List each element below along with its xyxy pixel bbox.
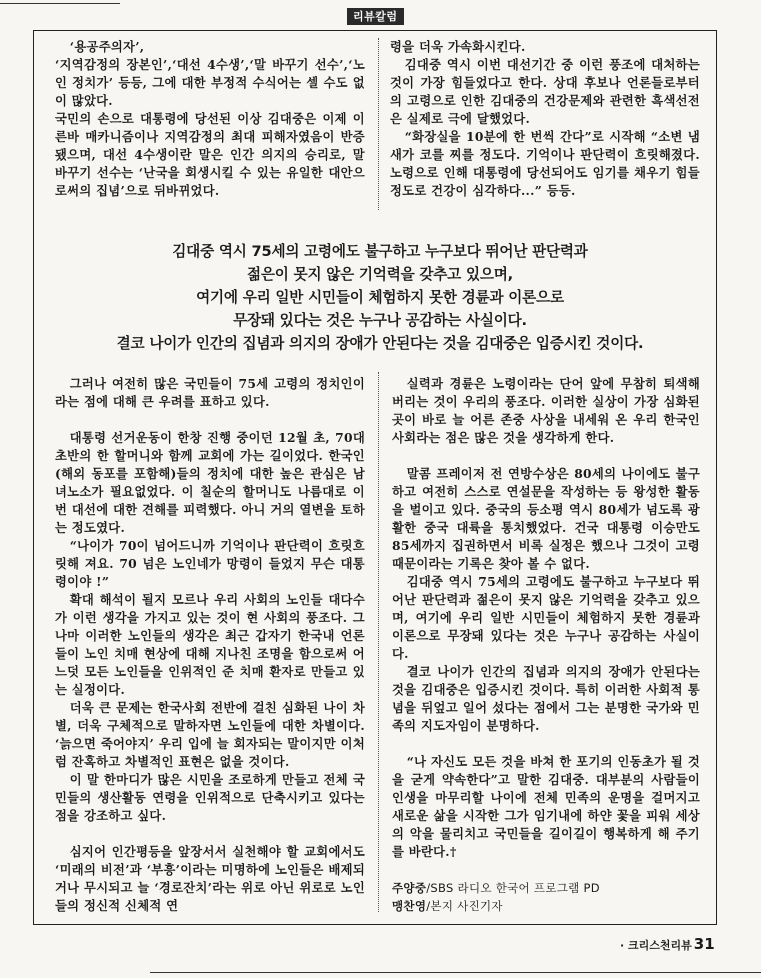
pull-quote-line: 김대중 역시 75세의 고령에도 불구하고 누구보다 뛰어난 판단력과 bbox=[172, 243, 588, 260]
bottom-rule bbox=[150, 972, 761, 973]
paragraph: 이 말 한마디가 많은 시민을 조로하게 만들고 전체 국민들의 생산활동 연령을 인위적으로 단축시키고 있다는 점을 강조하고 싶다. bbox=[55, 772, 365, 823]
column-divider bbox=[378, 38, 379, 210]
pull-quote bbox=[60, 240, 700, 355]
paragraph: “화장실을 10분에 한 번씩 간다”로 시작해 “소변 냄새가 코를 찌를 정도다. 기억이나 판단력이 흐릿해졌다. 노령으로 인해 대통령에 당선되어도 임기를 채우기 힘들 정도로 건강이 심각하다...” 등등. bbox=[390, 129, 700, 198]
paragraph: 김대중 역시 75세의 고령에도 불구하고 누구보다 뛰어난 판단력과 젊은이 못지 않은 기억력을 갖추고 있으며, 여기에 우리 일반 시민들이 체험하지 못한 경륜과 이론으로 무장돼 있다는 것은 누구나 공감하는 사실이다. bbox=[392, 574, 700, 661]
paragraph: 심지어 인간평등을 앞장서서 실천해야 할 교회에서도 ‘미래의 비전’과 ‘부흥’이라는 미명하에 노인들은 배제되거나 무시되고 늘 ‘경로잔치’라는 위로 아닌 위로로 노인들의 정신적 신체적 연 bbox=[55, 844, 365, 913]
paragraph: 확대 해석이 될지 모르나 우리 사회의 노인들 대다수가 이런 생각을 가지고 있는 것이 현 사회의 풍조다. 그나마 이러한 노인들의 생각은 최근 갑자기 한국내 언론들이 노인 치매 현상에 대해 지나친 조명을 함으로써 어느덧 모든 노인들을 인위적인 준 치매 환자로 만들고 있는 실정이다. bbox=[55, 592, 365, 697]
pull-quote-line: 젊은이 못지 않은 기억력을 갖추고 있으며, bbox=[246, 266, 513, 283]
pull-quote-line: 여기에 우리 일반 시민들이 체험하지 못한 경륜과 이론으로 bbox=[196, 289, 564, 306]
paragraph: ‘용공주의자’, bbox=[69, 39, 145, 54]
page-footer bbox=[620, 935, 715, 953]
paragraph: 김대중 역시 이번 대선기간 중 이런 풍조에 대처하는 것이 가장 힘들었다고 한다. 상대 후보나 언론들로부터의 고령으로 인한 김대중의 건강문제와 관련한 흑색선전은 실제로 극에 달했었다. bbox=[390, 57, 700, 126]
pull-quote-line: 결코 나이가 인간의 집념과 의지의 장애가 안된다는 것을 김대중은 입증시킨 것이다. bbox=[116, 335, 644, 352]
publication-name: · 크리스천리뷰 bbox=[620, 939, 692, 952]
bylines bbox=[392, 879, 700, 915]
pull-quote-line: 무장돼 있다는 것은 누구나 공감하는 사실이다. bbox=[233, 312, 527, 329]
paragraph: 더욱 큰 문제는 한국사회 전반에 걸친 심화된 나이 차별, 더욱 구체적으로 말하자면 노인들에 대한 차별이다. ‘늙으면 죽어야지’ 우리 입에 늘 회자되는 말이지만 이처럼 잔혹하고 차별적인 표현은 없을 것이다. bbox=[55, 700, 365, 769]
paragraph: 국민의 손으로 대통령에 당선된 이상 김대중은 이제 이른바 매카니즘이나 지역감정의 최대 피해자였음이 반증됐으며, 대선 4수생이란 말은 인간 의지의 승리로, 말 바꾸기 선수는 ‘난국을 회생시킬 수 있는 유일한 대안으로써의 집념’으로 뒤바뀌었다. bbox=[55, 111, 365, 198]
paragraph: “나 자신도 모든 것을 바쳐 한 포기의 인동초가 될 것을 굳게 약속한다”고 말한 김대중. 대부분의 사람들이 인생을 마무리할 나이에 전체 민족의 운명을 걸머지고 새로운 삶을 시작한 그가 임기내에 하얀 꽃을 피워 세상의 악을 물리치고 국민들을 길이길이 행복하게 해 주기를 바란다.† bbox=[392, 754, 700, 859]
paragraph: 그러나 여전히 많은 국민들이 75세 고령의 정치인이라는 점에 대해 큰 우려를 표하고 있다. bbox=[55, 376, 365, 409]
paragraph: 대통령 선거운동이 한창 진행 중이던 12월 초, 70대 초반의 한 할머니와 함께 교회에 가는 길이었다. 한국인(해외 동포를 포함해)들의 정치에 대한 높은 관심은 남녀노소가 필요없었다. 이 칠순의 할머니도 나름대로 이번 대선에 대한 견해를 피력했다. 아니 거의 열변을 토하는 정도였다. bbox=[55, 430, 365, 535]
section-tag: 리뷰칼럼 bbox=[347, 8, 404, 25]
paragraph: 말콤 프레이저 전 연방수상은 80세의 나이에도 불구하고 여전히 스스로 연설문을 작성하는 등 왕성한 활동을 벌이고 있다. 중국의 등소평 역시 80세가 넘도록 광활한 중국 대륙을 통치했었다. 건국 대통령 이승만도 85세까지 집권하면서 비록 실정은 했으나 그것이 고령 때문이라는 기록은 찾아 볼 수 없다. bbox=[392, 466, 700, 571]
paragraph: 실력과 경륜은 노령이라는 단어 앞에 무참히 퇴색해 버리는 것이 우리의 풍조다. 이러한 실상이 가장 심화된 곳이 바로 늘 어른 존중 사상을 내세워 온 우리 한국인 사회라는 점은 많은 것을 생각하게 한다. bbox=[392, 376, 700, 445]
page-number: 31 bbox=[693, 935, 715, 953]
byline-photographer: 맹찬영/본지 사진기자 bbox=[392, 899, 503, 913]
column-divider bbox=[378, 372, 379, 912]
paragraph: “나이가 70이 넘어드니까 기억이나 판단력이 흐릿흐릿해 져요. 70 넘은 노인네가 망령이 들었지 무슨 대통령이야 !” bbox=[55, 538, 365, 589]
paragraph: 령을 더욱 가속화시킨다. bbox=[390, 39, 526, 54]
top-rule bbox=[0, 3, 120, 4]
top-right-column bbox=[390, 38, 700, 200]
byline-writer: 주양중/SBS 라디오 한국어 프로그램 PD bbox=[392, 881, 600, 895]
top-left-column bbox=[55, 38, 365, 200]
bottom-left-column bbox=[55, 375, 365, 915]
bottom-right-column bbox=[392, 375, 700, 915]
paragraph: ‘지역감정의 장본인’,‘대선 4수생’,‘말 바꾸기 선수’,‘노인 정치가’ 등등, 그에 대한 부정적 수식어는 셀 수도 없이 많았다. bbox=[55, 57, 365, 108]
paragraph: 결코 나이가 인간의 집념과 의지의 장애가 안된다는 것을 김대중은 입증시킨 것이다. 특히 이러한 사회적 통념을 뒤엎고 일어 섰다는 점에서 그는 분명한 국가와 민족의 지도자임이 분명하다. bbox=[392, 664, 700, 733]
